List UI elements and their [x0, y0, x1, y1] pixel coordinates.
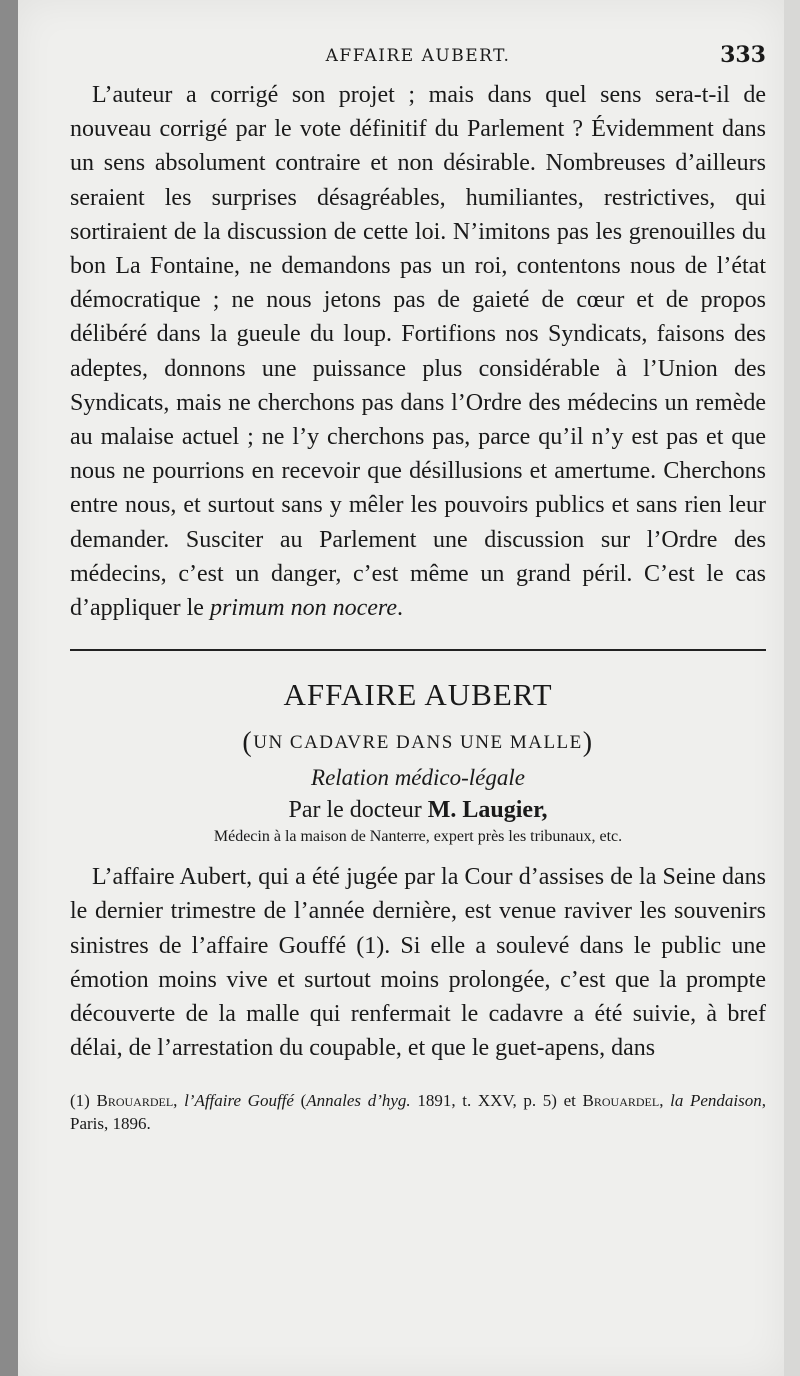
footnote-ref-open: (	[293, 1091, 307, 1111]
article-author	[70, 797, 766, 824]
article-subtitle	[70, 727, 766, 759]
running-head-title: AFFAIRE AUBERT.	[325, 46, 511, 66]
footnote-ref-2: , Paris, 1896.	[70, 1091, 767, 1134]
footnote-ref-close: 1891, t. XXV, p. 5) et	[410, 1091, 583, 1111]
page-content	[70, 38, 766, 1135]
article-title: AFFAIRE AUBERT	[283, 677, 553, 713]
author-name: M. Laugier,	[427, 797, 548, 824]
footnote-work-1: l’Affaire Gouffé	[184, 1091, 294, 1111]
paragraph-intro-text: L’auteur a corrigé son projet ; mais dans quel sens sera-t-il de nouveau corrigé par le vote définitif du Parlement ? Évidemment dans un sens absolument contraire et non désirable. Nombreuses d’ailleurs seraient les surprises désagréables, humiliantes, restrictives, qui sortiraient de la discussion de cette loi. N’imitons pas les grenouilles du bon La Fontaine, ne demandons pas un roi, contentons nous de l’état démocratique ; ne nous jetons pas de gaieté de cœur et de propos délibéré dans la gueule du loup. Fortifions nos Syndicats, faisons des adeptes, donnons une puissance plus considérable à l’Union des Syndicats, mais ne cherchons pas dans l’Ordre des médecins un remède au malaise actuel ; ne l’y cherchons pas, parce qu’il n’y est pas et que nous ne pourrions en recevoir que désillusions et amertume. Cherchons entre nous, et surtout sans y mêler les pouvoirs publics et sans rien leur demander. Susciter au Parlement une discussion sur l’Ordre des médecins, c’est un danger, c’est même un grand péril. C’est le cas d’appliquer le	[70, 82, 766, 622]
paragraph-article-body: L’affaire Aubert, qui a été jugée par la Cour d’assises de la Seine dans le dernier trimestre de l’année dernière, est venue raviver les souvenirs sinistres de l’affaire Gouffé (1). Si elle a soulevé dans le public une émotion moins vive et surtout moins prolongée, c’est que la prompte découverte de la malle qui renfermait le cadavre a été suivie, à bref délai, de l’arrestation du coupable, et que le guet-apens, dans	[70, 864, 766, 1062]
page-edge	[784, 0, 800, 1376]
latin-maxim: primum non nocere	[209, 595, 398, 622]
footnote-work-2: la Pendaison	[670, 1091, 762, 1111]
footnote-marker: (1)	[70, 1091, 97, 1111]
footnote-journal: Annales d’hyg.	[306, 1091, 411, 1111]
author-prefix: Par le docteur	[288, 797, 428, 824]
paragraph-intro-end: .	[397, 595, 404, 622]
footnote-author-1: Brouardel	[96, 1091, 174, 1111]
running-head	[70, 38, 766, 78]
subtitle-text: UN CADAVRE DANS UNE MALLE	[253, 732, 583, 754]
book-page	[18, 0, 784, 1376]
footnote-author-2: Brouardel	[582, 1091, 660, 1111]
author-affiliation: Médecin à la maison de Nanterre, expert près les tribunaux, etc.	[213, 828, 623, 846]
page-number: 333	[720, 42, 766, 68]
footnote	[70, 1089, 766, 1135]
subtitle-close-paren: )	[582, 727, 594, 759]
subtitle-open-paren: (	[242, 727, 254, 759]
section-divider	[70, 649, 766, 651]
paragraph-intro	[70, 78, 766, 625]
footnote-sep-2: ,	[659, 1091, 671, 1111]
article-relation: Relation médico-légale	[311, 765, 525, 791]
footnote-sep-1: ,	[173, 1091, 185, 1111]
